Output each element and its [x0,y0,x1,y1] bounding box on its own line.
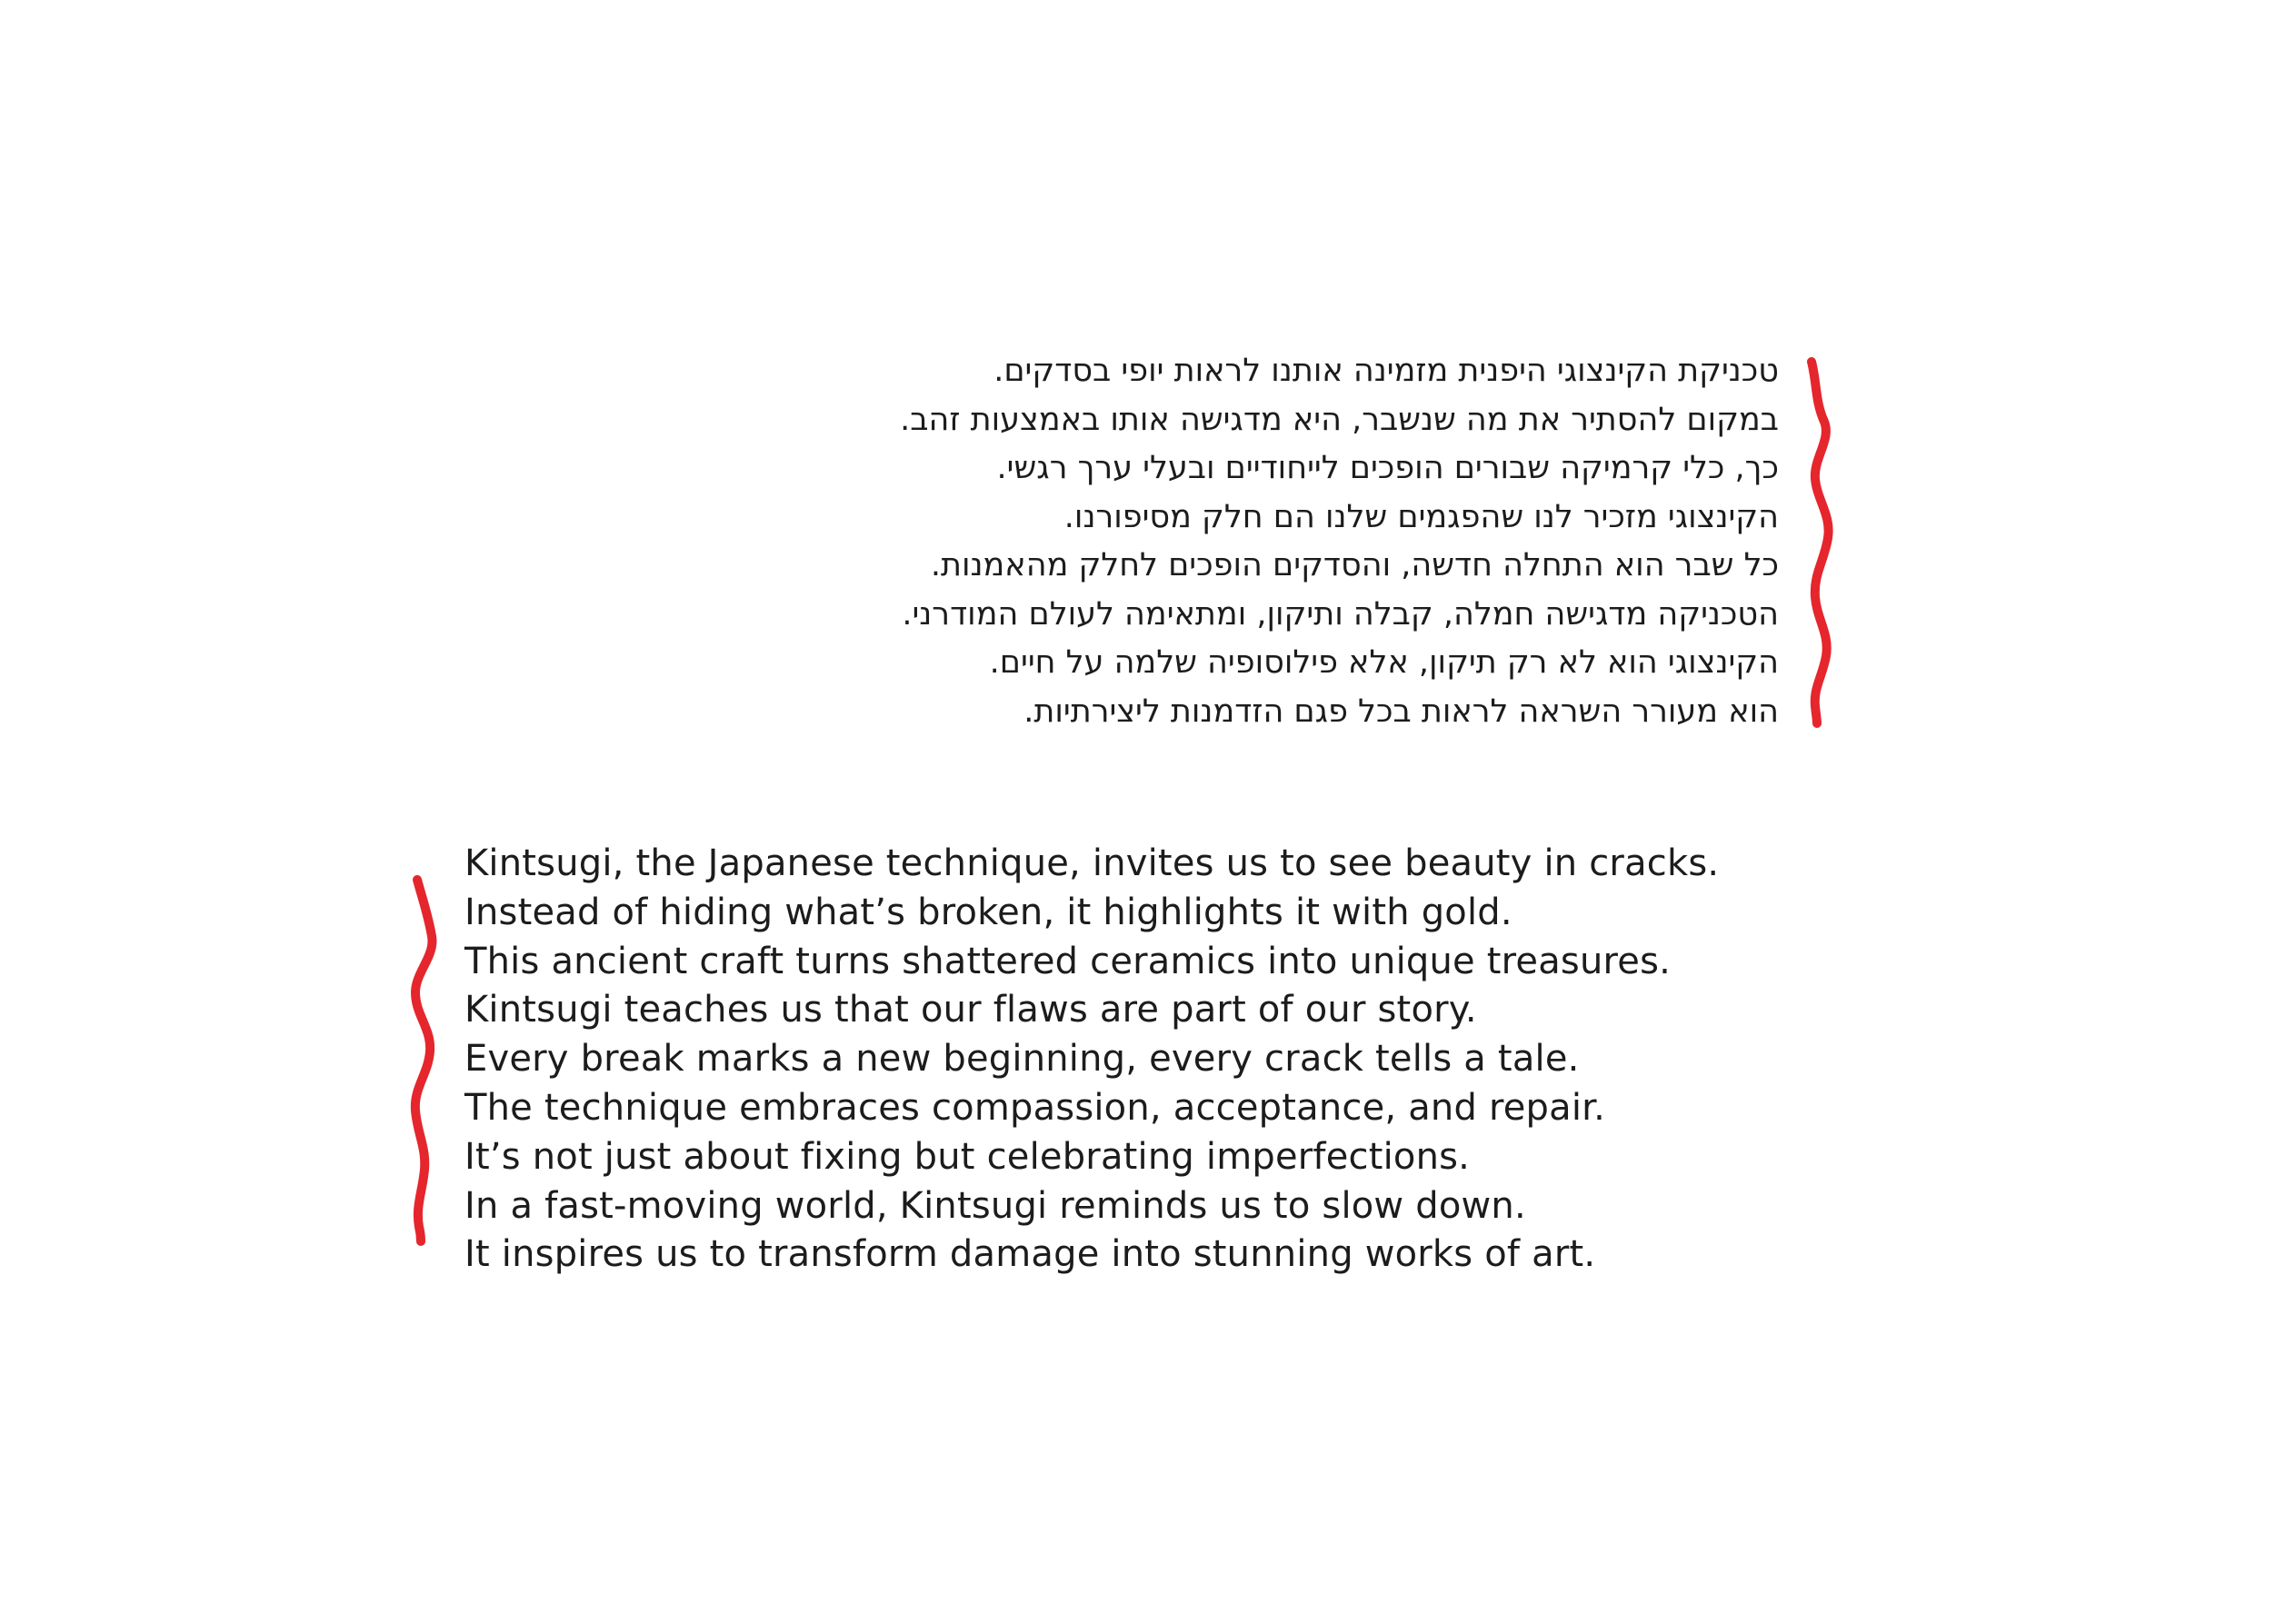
english-line: In a fast-moving world, Kintsugi reminds us to slow down. [464,1184,1526,1227]
english-line: This ancient craft turns shattered ceramics into unique treasures. [464,940,1672,982]
hebrew-line: הקינצוגי מזכיר לנו שהפגמים שלנו הם חלק מסיפורנו. [1063,498,1779,535]
hebrew-paragraph [597,347,1779,736]
english-line: The technique embraces compassion, acceptance, and repair. [464,1086,1606,1129]
red-wavy-line-icon [404,874,441,1247]
hebrew-line: במקום להסתיר את מה שנשבר, היא מדגישה אותו באמצעות זהב. [900,401,1779,438]
hebrew-line: טכניקת הקינצוגי היפנית מזמינה אותנו לראות יופי בסדקים. [993,353,1779,389]
squiggle-path [415,880,433,1241]
english-line: Kintsugi, the Japanese technique, invites us to see beauty in cracks. [464,842,1720,884]
english-line: It’s not just about fixing but celebrating imperfections. [464,1135,1471,1178]
english-line: Every break marks a new beginning, every crack tells a tale. [464,1038,1580,1081]
hebrew-line: כך, כלי קרמיקה שבורים הופכים לייחודיים ובעלי ערך רגשי. [996,450,1779,486]
english-line: Instead of hiding what’s broken, it highlights it with gold. [464,891,1512,933]
squiggle-path [1812,362,1829,723]
hebrew-line: הוא מעורר השראה לראות בכל פגם הזדמנות ליצירתיות. [1023,692,1779,730]
hebrew-line: כל שבר הוא התחלה חדשה, והסדקים הופכים לחלק מהאמנות. [930,547,1779,583]
hebrew-line: הקינצוגי הוא לא רק תיקון, אלא פילוסופיה שלמה על חיים. [989,644,1779,681]
red-wavy-line-icon [1804,356,1841,729]
english-paragraph [464,840,1828,1280]
hebrew-line: הטכניקה מדגישה חמלה, קבלה ותיקון, ומתאימה לעולם המודרני. [902,595,1779,633]
english-line: It inspires us to transform damage into stunning works of art. [464,1233,1596,1276]
english-line: Kintsugi teaches us that our flaws are part of our story. [464,989,1477,1031]
